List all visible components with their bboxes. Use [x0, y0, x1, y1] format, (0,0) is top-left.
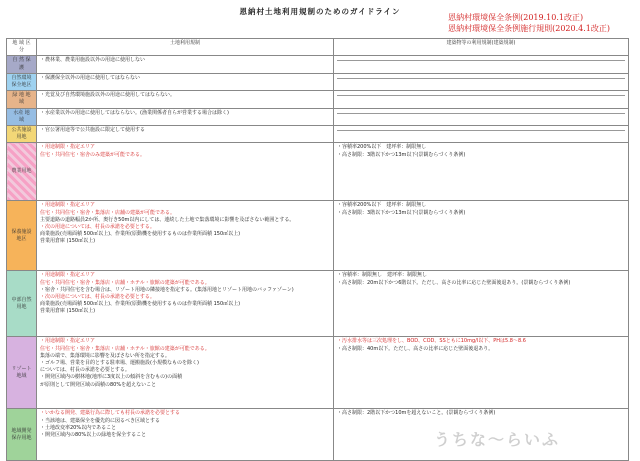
landuse-line: ・用途制限・指定エリア [40, 338, 96, 345]
landuse-cell [37, 126, 334, 143]
landuse-line: 商業施設(売場面積 500㎡以上)、作業所(原動機を使用するものは作業所面積 150㎡以上) [40, 231, 241, 238]
building-cell [334, 108, 629, 125]
landuse-line: 商業施設(売場面積 500㎡以上)、作業所(原動機を使用するものは作業所面積 150㎡以上) [40, 301, 241, 308]
table-row [7, 126, 629, 143]
revision-note-1: 恩納村環境保全条例(2019.10.1改正) [448, 13, 584, 22]
landuse-line: ・土地改変率20%以内であること [40, 424, 117, 431]
building-line: ・汚水排水等は三次処理をし、BOD、COD、SSともに10mg/l以下、PHは5.8～8.6 [337, 338, 526, 345]
landuse-line: ・保護保全以外の用途に使用してはならない [40, 74, 141, 81]
revision-note-2: 恩納村環境保全条例施行規則(2020.4.1改正) [448, 24, 610, 33]
blank-line [337, 60, 625, 61]
guideline-table [6, 38, 629, 461]
watermark-logo: うちな～らいふ [433, 430, 560, 449]
landuse-line: 住宅・共同住宅・宿舎・集落店・店舗・ホテル・旅館の建築が可能である。 [40, 345, 210, 352]
landuse-line: 営業用倉庫 (150㎡以上) [40, 308, 96, 315]
landuse-cell [37, 56, 334, 73]
zone-cell: 中部自然用地 [7, 271, 37, 337]
landuse-cell [37, 108, 334, 125]
building-line: ・高さ制限：40m以下。ただし、高さの比率に応じた壁面後退あり。 [337, 345, 494, 352]
table-row [7, 91, 629, 108]
landuse-line: 住宅・共同住宅・宿舎・集落店・店舗・ホテル・旅館の建築が可能である。 [40, 279, 210, 286]
table-row [7, 201, 629, 271]
blank-line [337, 95, 625, 96]
building-line: ・高さ制限：20m以下かつ6階以下。ただし、高さの比率に応じた壁面後退あり。(景観むらづくり条例) [337, 279, 571, 286]
landuse-line: ・官公署用途等で公共施設に限定して使用する [40, 127, 146, 134]
building-line: ・高さ制限：2階以下かつ10mを超えないこと。(景観むらづくり条例) [337, 410, 496, 417]
building-line: ・容積率：制限無し 建坪率：制限無し [337, 272, 428, 279]
building-cell [334, 91, 629, 108]
landuse-line: ・開発区域内の樹林地(地形に3度以上の傾斜を含むもの)の面積 [40, 374, 183, 381]
zone-cell: 地域開発保存用地 [7, 409, 37, 461]
landuse-line: 集落の端で、集落環境に影響を及ぼさない所を指定する。 [40, 352, 170, 359]
table-header [7, 39, 629, 56]
landuse-line: ・次の用途については、村長の承諾を必要とする。 [40, 294, 155, 301]
landuse-line: ・水産業以外の用途に使用してはならない。(漁業関係者自らが営業する場合は除く) [40, 109, 229, 116]
revision-notes [448, 12, 610, 34]
building-cell [334, 56, 629, 73]
zone-cell: 水産 地 域 [7, 108, 37, 125]
table-row [7, 73, 629, 90]
header-zone: 地 域 区 分 [7, 39, 37, 56]
table-row [7, 143, 629, 201]
landuse-line: については、村長の承諾を必要とする。 [40, 367, 130, 374]
landuse-line: ・ゴルフ場、営業を目的とする駐車場、運搬施設(小規模なものを除く) [40, 360, 199, 367]
building-line: ・高さ制限：3階以下かつ13m以下(景観むらづくり条例) [337, 209, 466, 216]
zone-cell: 公共施設用地 [7, 126, 37, 143]
building-cell [334, 143, 629, 201]
landuse-line: ・光覚及び自然環境施設以外の用途に使用してはならない。 [40, 92, 176, 99]
landuse-line: ・開発区域内の80%以上の緑地を保全すること [40, 432, 147, 439]
building-cell [334, 337, 629, 409]
zone-cell: 保養施設地区 [7, 201, 37, 271]
building-line: ・高さ制限：3階以下かつ13m以下(景観むらづくり条例) [337, 151, 466, 158]
table-row [7, 337, 629, 409]
document-title: 恩納村土地利用規制のためのガイドライン [239, 7, 401, 16]
landuse-line: ・用途制限・指定エリア [40, 272, 96, 279]
building-line: ・容積率200%以下 建坪率：制限無し [337, 144, 427, 151]
landuse-line: ・用途制限・指定エリア [40, 202, 96, 209]
table-row [7, 56, 629, 73]
landuse-cell [37, 91, 334, 108]
header-building: 建築物等の利用規制(建築規制) [334, 39, 629, 56]
blank-line [337, 130, 625, 131]
header-landuse: 土地利用規制 [37, 39, 334, 56]
zone-cell: 農業用地 [7, 143, 37, 201]
landuse-line: ・いかなる開発、建築行為に際しても村長の承諾を必要とする [40, 410, 181, 417]
blank-line [337, 113, 625, 114]
table-row [7, 108, 629, 125]
landuse-line: ・用途制限・指定エリア [40, 144, 96, 151]
landuse-line: 営業用倉庫 (150㎡以上) [40, 238, 96, 245]
landuse-line: 主要道路の道路幅員2か所、奥行き50m以内にしては、連続した土地で集落環境に影響を及ぼさない範囲とする。 [40, 216, 295, 223]
landuse-line: が原則として開発区域の面積の80%を超えないこと [40, 381, 157, 388]
landuse-cell [37, 409, 334, 461]
landuse-line: 住宅・共同住宅・宿舎のみ建築が可能である。 [40, 151, 146, 158]
landuse-cell [37, 271, 334, 337]
landuse-cell [37, 337, 334, 409]
landuse-line: ・次の用途については、村長の承諾を必要とする。 [40, 224, 155, 231]
blank-line [337, 78, 625, 79]
building-cell [334, 73, 629, 90]
landuse-line: 住宅・共同住宅・宿舎・集落店・店舗の建築が可能である。 [40, 209, 176, 216]
table-row [7, 271, 629, 337]
landuse-cell [37, 73, 334, 90]
landuse-cell [37, 143, 334, 201]
building-cell [334, 126, 629, 143]
zone-cell: 自然環境保全地区 [7, 73, 37, 90]
landuse-line: ・宿舎・共同住宅を含む場合は、リゾート用地の隣接地を指定する。(集落用地とリゾート用地のバッファゾーン) [40, 286, 294, 293]
landuse-line: ・農林業、農業用施設以外の用途に使用しない [40, 57, 146, 64]
building-cell [334, 271, 629, 337]
zone-cell: リゾート地域 [7, 337, 37, 409]
building-line: ・容積率200%以下 建坪率：制限無し [337, 202, 427, 209]
landuse-cell [37, 201, 334, 271]
building-cell [334, 201, 629, 271]
landuse-line: ・当該地は、建築保全を優先的に図るべき区域とする [40, 417, 161, 424]
zone-cell: 自 然 保 護 [7, 56, 37, 73]
zone-cell: 緑 地 地 域 [7, 91, 37, 108]
